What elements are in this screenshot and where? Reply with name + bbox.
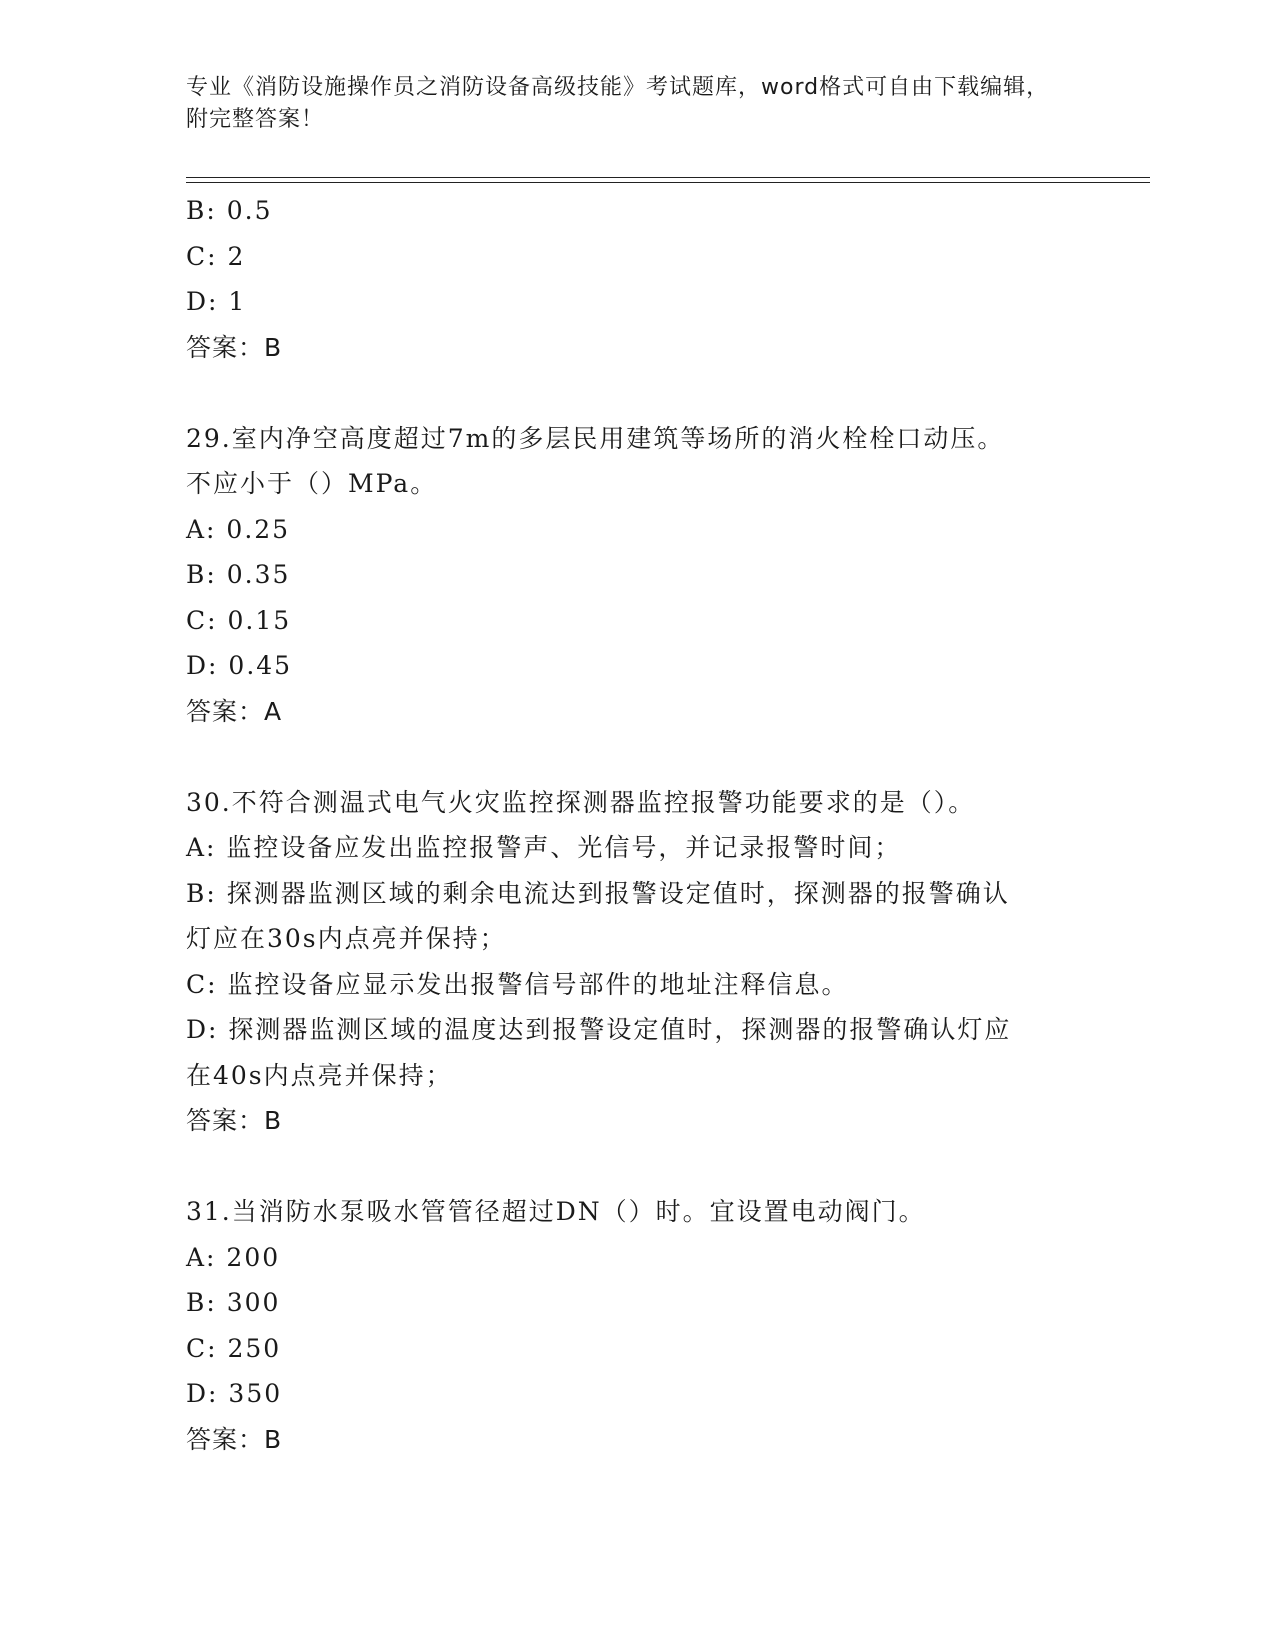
option-b: B: 探测器监测区域的剩余电流达到报警设定值时，探测器的报警确认 (186, 878, 1010, 908)
question-31 (186, 1189, 1086, 1462)
option-b-continued: 灯应在30s内点亮并保持； (186, 924, 507, 953)
answer-line: 答案：A (186, 696, 283, 726)
option-c: C: 0.15 (186, 605, 292, 635)
question-list (186, 188, 1086, 1462)
question-29 (186, 416, 1086, 735)
option-d: D: 350 (186, 1379, 283, 1408)
option-c: C: 2 (186, 241, 246, 271)
document-header: 专业《消防设施操作员之消防设备高级技能》考试题库，word格式可自由下载编辑，附完整答案！ (186, 75, 1050, 132)
option-a: A: 0.25 (186, 514, 291, 544)
option-d: D: 1 (186, 287, 247, 316)
spacer (186, 1144, 1086, 1190)
option-a: A: 200 (186, 1242, 281, 1272)
question-stem: 31.当消防水泵吸水管管径超过DN（）时。宜设置电动阀门。 (186, 1197, 926, 1226)
option-b: B: 300 (186, 1288, 281, 1317)
answer-line: 答案：B (186, 332, 283, 362)
question-stem: 不应小于（）MPa。 (186, 469, 438, 498)
header-divider-top (186, 177, 1150, 178)
answer-line: 答案：B (186, 1106, 283, 1135)
option-b: B: 0.5 (186, 196, 273, 225)
option-c: C: 250 (186, 1333, 282, 1363)
spacer (186, 734, 1086, 780)
question-30 (186, 780, 1086, 1144)
option-d: D: 探测器监测区域的温度达到报警设定值时，探测器的报警确认灯应 (186, 1015, 1012, 1044)
answer-line: 答案：B (186, 1424, 283, 1454)
option-a: A: 监控设备应发出监控报警声、光信号，并记录报警时间； (186, 833, 902, 862)
option-d: D: 0.45 (186, 651, 293, 680)
prev-question (186, 188, 1086, 370)
header-divider-bottom (186, 182, 1150, 183)
option-d-continued: 在40s内点亮并保持； (186, 1060, 453, 1090)
question-stem: 30.不符合测温式电气火灾监控探测器监控报警功能要求的是（）。 (186, 787, 976, 817)
option-c: C: 监控设备应显示发出报警信号部件的地址注释信息。 (186, 969, 849, 999)
question-stem: 29.室内净空高度超过7m的多层民用建筑等场所的消火栓栓口动压。 (186, 423, 1005, 453)
option-b: B: 0.35 (186, 560, 291, 589)
spacer (186, 370, 1086, 416)
